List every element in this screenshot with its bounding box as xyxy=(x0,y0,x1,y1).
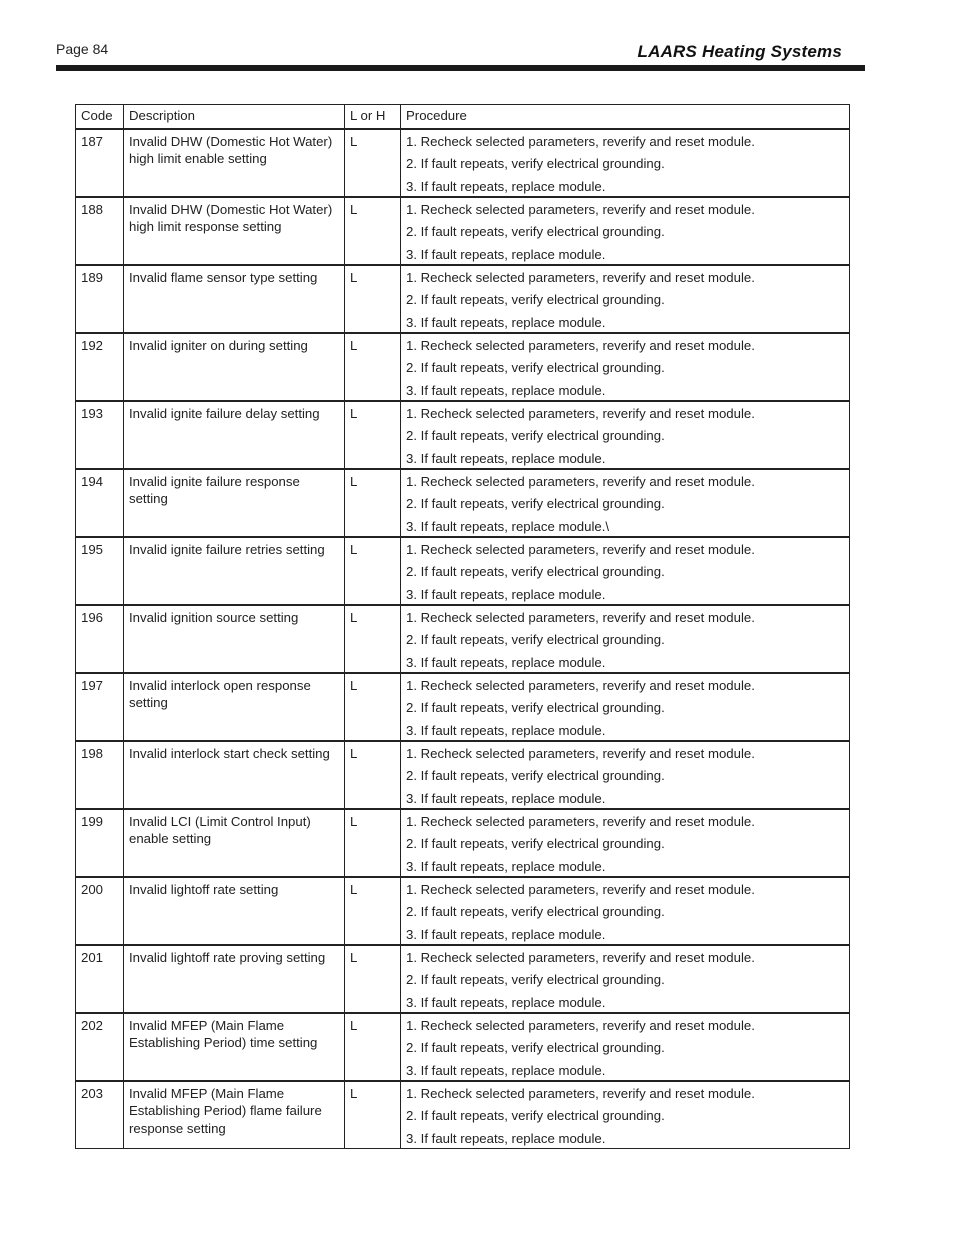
procedure-cell xyxy=(401,265,850,333)
column-header-description: Description xyxy=(124,105,345,129)
fault-code-table xyxy=(75,104,850,1149)
procedure-step: 3. If fault repeats, replace module. xyxy=(406,246,606,262)
procedure-cell xyxy=(401,333,850,401)
brand-title: LAARS Heating Systems xyxy=(637,42,842,61)
procedure-cell xyxy=(401,1081,850,1149)
description-cell: Invalid DHW (Domestic Hot Water) high limit enable setting xyxy=(124,129,345,197)
procedure-step: 2. If fault repeats, verify electrical grounding. xyxy=(406,632,665,647)
fault-code-cell: 187 xyxy=(76,129,124,197)
description-cell: Invalid ignite failure response setting xyxy=(124,469,345,537)
level-cell: L xyxy=(345,197,401,265)
level-cell: L xyxy=(345,333,401,401)
procedure-step: 1. Recheck selected parameters, reverify and reset module. xyxy=(406,269,755,285)
fault-code-cell: 199 xyxy=(76,809,124,877)
procedure-step: 2. If fault repeats, verify electrical grounding. xyxy=(406,224,665,239)
description-cell: Invalid DHW (Domestic Hot Water) high limit response setting xyxy=(124,197,345,265)
procedure-step: 1. Recheck selected parameters, reverify and reset module. xyxy=(406,677,755,693)
fault-code-cell: 196 xyxy=(76,605,124,673)
procedure-cell xyxy=(401,469,850,537)
level-cell: L xyxy=(345,129,401,197)
table-row xyxy=(76,945,850,1013)
procedure-step: 1. Recheck selected parameters, reverify and reset module. xyxy=(406,881,755,897)
procedure-step: 2. If fault repeats, verify electrical grounding. xyxy=(406,428,665,443)
procedure-cell xyxy=(401,197,850,265)
table-header-row xyxy=(76,105,850,129)
level-cell: L xyxy=(345,605,401,673)
fault-code-cell: 194 xyxy=(76,469,124,537)
procedure-step: 1. Recheck selected parameters, reverify and reset module. xyxy=(406,745,755,761)
procedure-step: 3. If fault repeats, replace module. xyxy=(406,586,606,602)
column-header-procedure: Procedure xyxy=(401,105,850,129)
procedure-step: 2. If fault repeats, verify electrical grounding. xyxy=(406,156,665,171)
description-cell: Invalid LCI (Limit Control Input) enable setting xyxy=(124,809,345,877)
procedure-cell xyxy=(401,605,850,673)
table-row xyxy=(76,469,850,537)
fault-code-cell: 188 xyxy=(76,197,124,265)
description-cell: Invalid ignite failure retries setting xyxy=(124,537,345,605)
description-cell: Invalid igniter on during setting xyxy=(124,333,345,401)
table-row xyxy=(76,401,850,469)
procedure-step: 1. Recheck selected parameters, reverify and reset module. xyxy=(406,1017,755,1033)
table-row xyxy=(76,129,850,197)
level-cell: L xyxy=(345,673,401,741)
fault-code-cell: 198 xyxy=(76,741,124,809)
procedure-step: 3. If fault repeats, replace module. xyxy=(406,654,606,670)
procedure-step: 2. If fault repeats, verify electrical grounding. xyxy=(406,904,665,919)
table-row xyxy=(76,1081,850,1149)
fault-code-cell: 197 xyxy=(76,673,124,741)
level-cell: L xyxy=(345,945,401,1013)
procedure-step: 1. Recheck selected parameters, reverify and reset module. xyxy=(406,541,755,557)
procedure-step: 2. If fault repeats, verify electrical grounding. xyxy=(406,768,665,783)
procedure-step: 2. If fault repeats, verify electrical grounding. xyxy=(406,972,665,987)
level-cell: L xyxy=(345,877,401,945)
procedure-step: 2. If fault repeats, verify electrical grounding. xyxy=(406,496,665,511)
table-row xyxy=(76,605,850,673)
procedure-cell xyxy=(401,537,850,605)
description-cell: Invalid interlock open response setting xyxy=(124,673,345,741)
column-header-code: Code xyxy=(76,105,124,129)
procedure-step: 3. If fault repeats, replace module. xyxy=(406,1062,606,1078)
procedure-step: 2. If fault repeats, verify electrical grounding. xyxy=(406,360,665,375)
table-row xyxy=(76,673,850,741)
level-cell: L xyxy=(345,1013,401,1081)
procedure-step: 1. Recheck selected parameters, reverify and reset module. xyxy=(406,201,755,217)
procedure-cell xyxy=(401,741,850,809)
description-cell: Invalid ignite failure delay setting xyxy=(124,401,345,469)
procedure-cell xyxy=(401,673,850,741)
procedure-step: 3. If fault repeats, replace module. xyxy=(406,994,606,1010)
fault-code-cell: 202 xyxy=(76,1013,124,1081)
procedure-step: 3. If fault repeats, replace module. xyxy=(406,858,606,874)
procedure-step: 3. If fault repeats, replace module. xyxy=(406,926,606,942)
column-header-level: L or H xyxy=(345,105,401,129)
procedure-step: 2. If fault repeats, verify electrical grounding. xyxy=(406,700,665,715)
fault-code-cell: 192 xyxy=(76,333,124,401)
procedure-step: 1. Recheck selected parameters, reverify and reset module. xyxy=(406,1085,755,1101)
procedure-step: 3. If fault repeats, replace module. xyxy=(406,790,606,806)
procedure-step: 3. If fault repeats, replace module. xyxy=(406,450,606,466)
procedure-step: 3. If fault repeats, replace module. xyxy=(406,314,606,330)
procedure-cell xyxy=(401,1013,850,1081)
procedure-step: 2. If fault repeats, verify electrical grounding. xyxy=(406,564,665,579)
procedure-step: 3. If fault repeats, replace module. xyxy=(406,178,606,194)
procedure-step: 2. If fault repeats, verify electrical grounding. xyxy=(406,1040,665,1055)
table-row xyxy=(76,1013,850,1081)
procedure-step: 1. Recheck selected parameters, reverify and reset module. xyxy=(406,337,755,353)
procedure-step: 3. If fault repeats, replace module. xyxy=(406,382,606,398)
level-cell: L xyxy=(345,265,401,333)
procedure-step: 3. If fault repeats, replace module. xyxy=(406,1130,606,1146)
table-row xyxy=(76,809,850,877)
description-cell: Invalid lightoff rate setting xyxy=(124,877,345,945)
table-row xyxy=(76,265,850,333)
fault-code-cell: 203 xyxy=(76,1081,124,1149)
table-row xyxy=(76,333,850,401)
table-row xyxy=(76,197,850,265)
procedure-step: 3. If fault repeats, replace module.\ xyxy=(406,518,610,534)
procedure-cell xyxy=(401,129,850,197)
level-cell: L xyxy=(345,469,401,537)
table-body xyxy=(76,129,850,1149)
fault-code-cell: 189 xyxy=(76,265,124,333)
description-cell: Invalid MFEP (Main Flame Establishing Period) flame failure response setting xyxy=(124,1081,345,1149)
description-cell: Invalid interlock start check setting xyxy=(124,741,345,809)
fault-code-cell: 200 xyxy=(76,877,124,945)
procedure-step: 1. Recheck selected parameters, reverify and reset module. xyxy=(406,813,755,829)
page-number: Page 84 xyxy=(56,41,109,57)
fault-code-cell: 201 xyxy=(76,945,124,1013)
table-row xyxy=(76,877,850,945)
fault-code-cell: 193 xyxy=(76,401,124,469)
procedure-step: 2. If fault repeats, verify electrical grounding. xyxy=(406,1108,665,1123)
procedure-cell xyxy=(401,401,850,469)
procedure-step: 1. Recheck selected parameters, reverify and reset module. xyxy=(406,949,755,965)
description-cell: Invalid MFEP (Main Flame Establishing Period) time setting xyxy=(124,1013,345,1081)
procedure-step: 3. If fault repeats, replace module. xyxy=(406,722,606,738)
procedure-step: 2. If fault repeats, verify electrical grounding. xyxy=(406,836,665,851)
level-cell: L xyxy=(345,741,401,809)
procedure-cell xyxy=(401,809,850,877)
description-cell: Invalid lightoff rate proving setting xyxy=(124,945,345,1013)
procedure-step: 1. Recheck selected parameters, reverify and reset module. xyxy=(406,473,755,489)
procedure-step: 1. Recheck selected parameters, reverify and reset module. xyxy=(406,405,755,421)
description-cell: Invalid flame sensor type setting xyxy=(124,265,345,333)
level-cell: L xyxy=(345,809,401,877)
procedure-step: 1. Recheck selected parameters, reverify and reset module. xyxy=(406,609,755,625)
description-cell: Invalid ignition source setting xyxy=(124,605,345,673)
table-row xyxy=(76,741,850,809)
level-cell: L xyxy=(345,401,401,469)
level-cell: L xyxy=(345,537,401,605)
fault-code-cell: 195 xyxy=(76,537,124,605)
procedure-step: 1. Recheck selected parameters, reverify and reset module. xyxy=(406,133,755,149)
level-cell: L xyxy=(345,1081,401,1149)
procedure-cell xyxy=(401,877,850,945)
procedure-cell xyxy=(401,945,850,1013)
table-row xyxy=(76,537,850,605)
procedure-step: 2. If fault repeats, verify electrical grounding. xyxy=(406,292,665,307)
header-rule xyxy=(56,65,865,71)
